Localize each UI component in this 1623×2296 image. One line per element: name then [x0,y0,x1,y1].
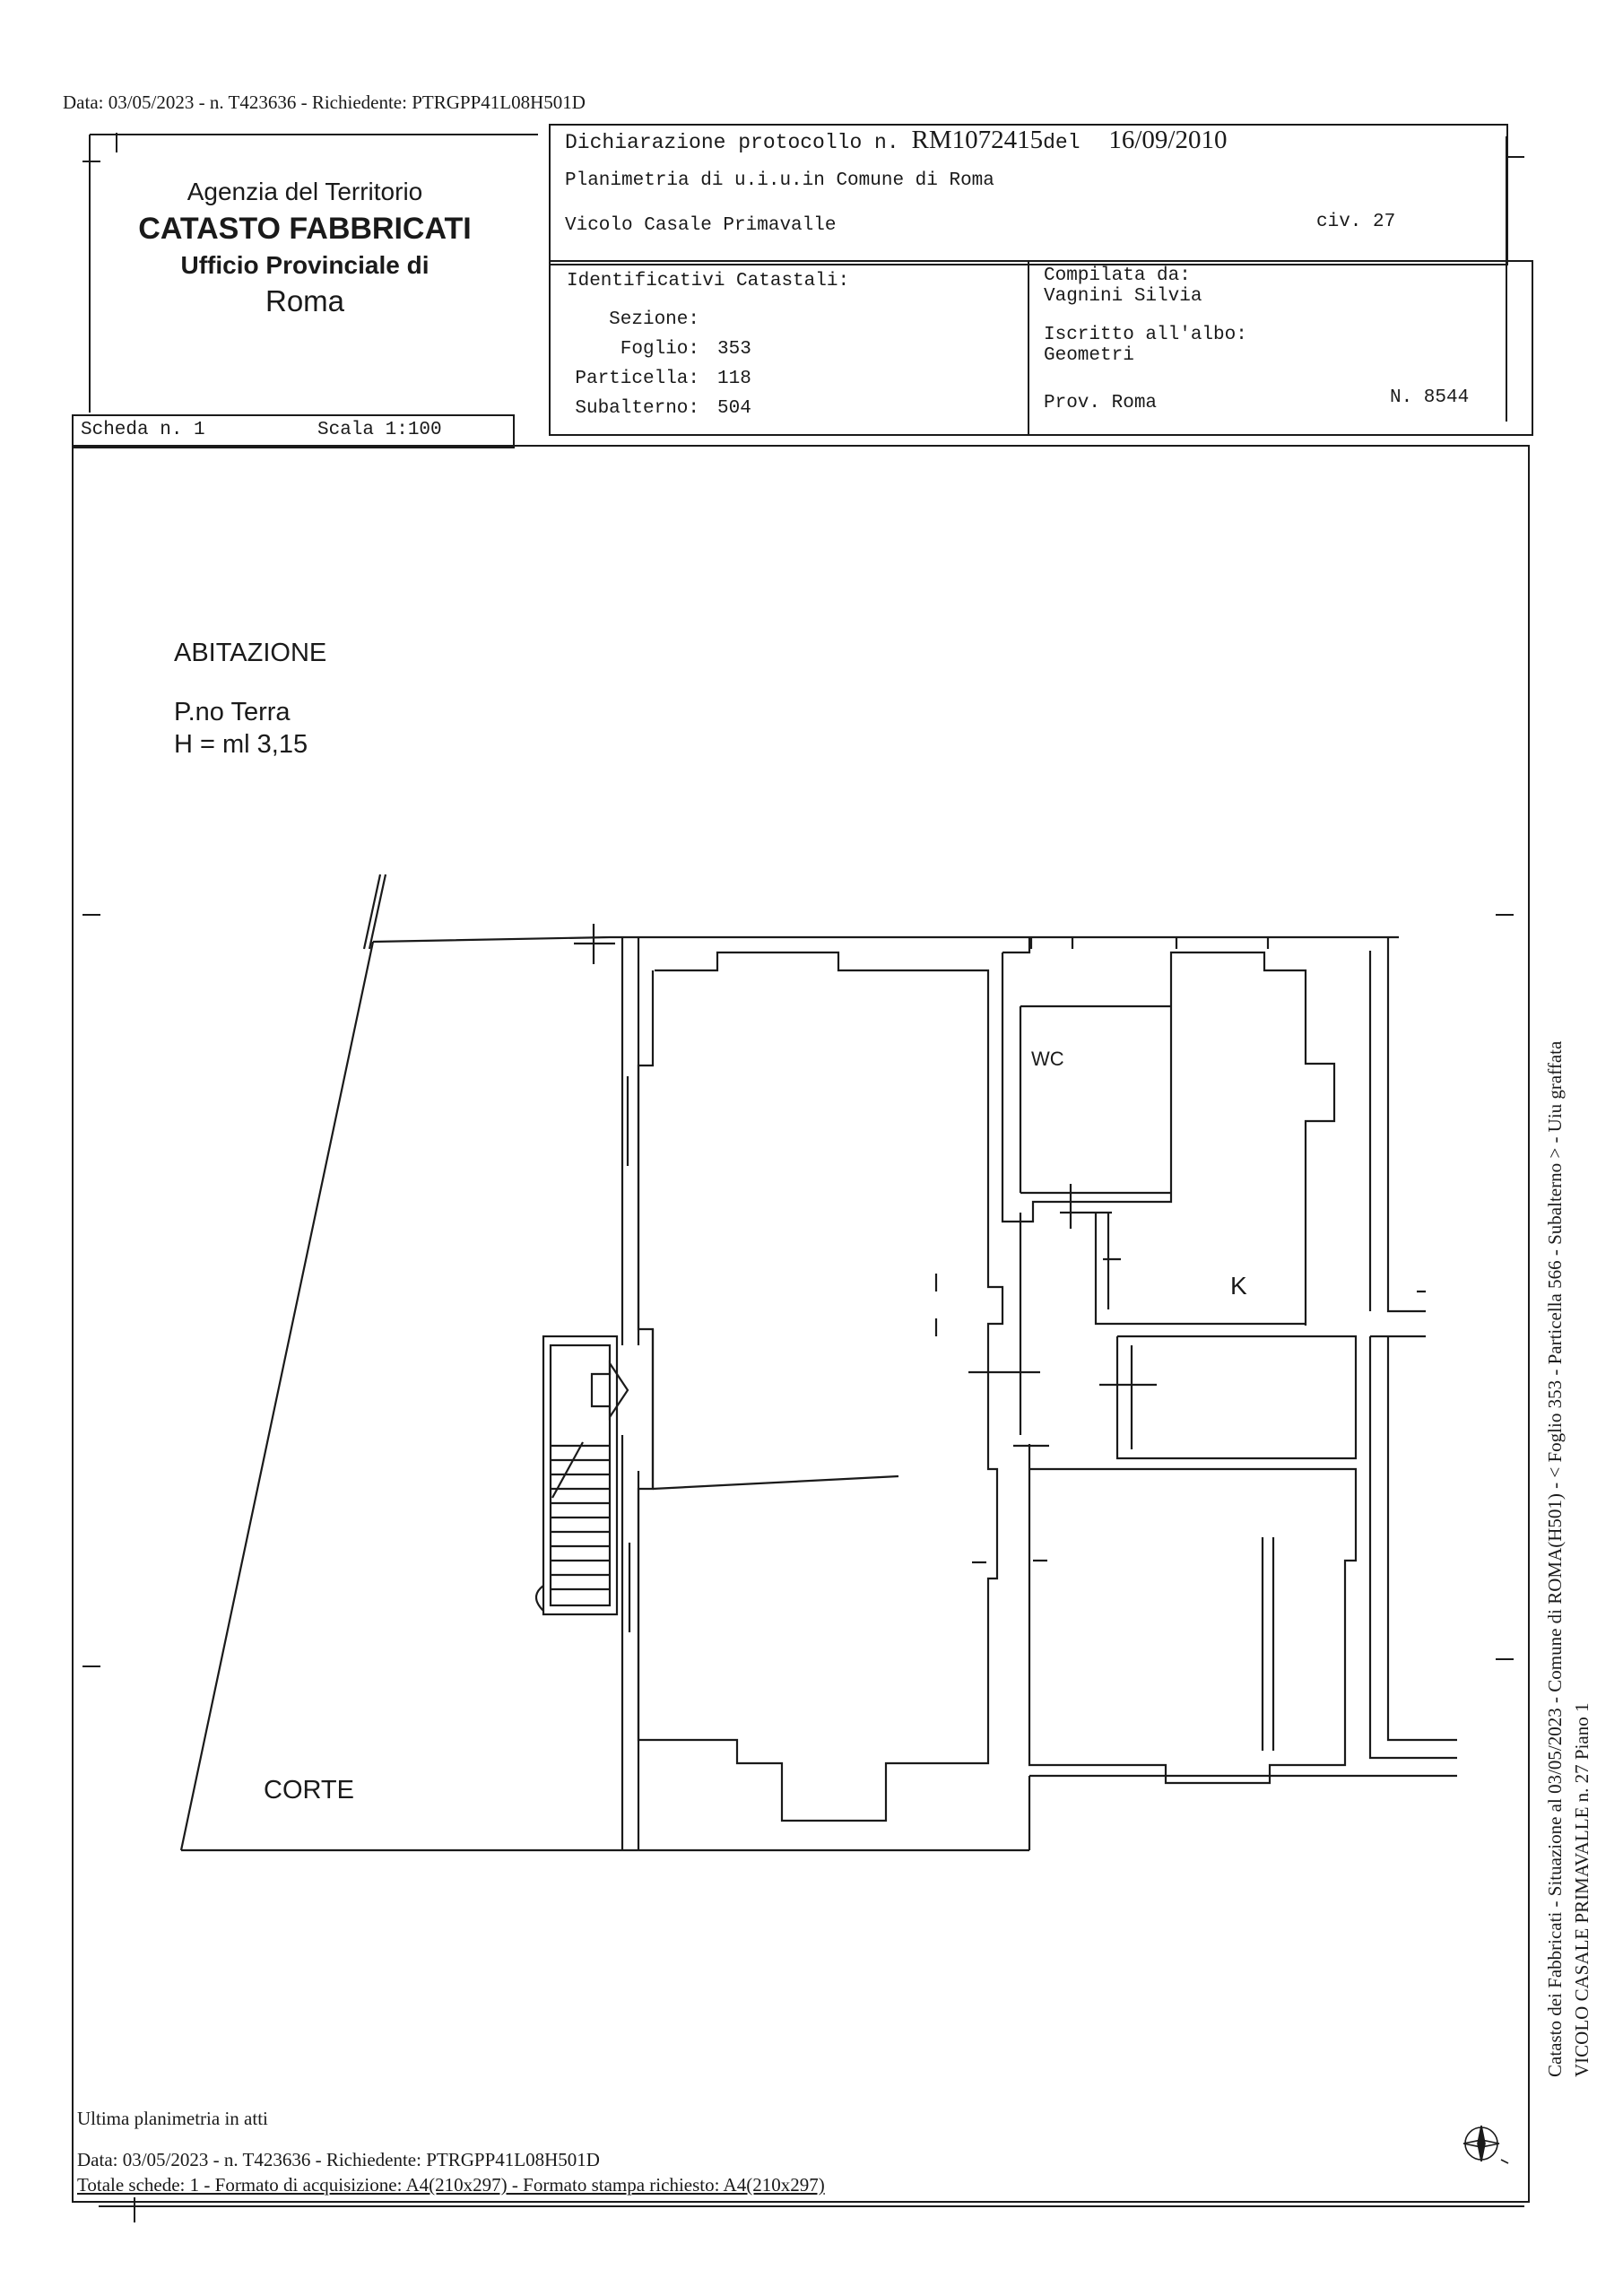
scheda-label: Scheda n. 1 [81,420,205,440]
room-label-wc: WC [1031,1048,1064,1070]
room-label-kitchen: K [1230,1272,1247,1300]
protocol-number: RM1072415 [911,126,1044,154]
side-note-line1: Catasto dei Fabbricati - Situazione al 03/05/2023 - Comune di ROMA(H501) - < Foglio 353 - Particella 566 - Subalterno > - Uiu graffata [1544,1040,1566,2077]
register-label: Iscritto all'albo: [1044,325,1247,345]
identifiers-title: Identificativi Catastali: [567,271,850,291]
office-city: Roma [265,284,345,317]
footer-request-line: Data: 03/05/2023 - n. T423636 - Richiedente: PTRGPP41L08H501D [77,2149,600,2170]
foglio-label: Foglio: [620,339,699,360]
floor-label: P.no Terra [174,698,291,726]
boundary-top [373,937,1399,942]
height-label: H = ml 3,15 [174,730,308,759]
compass-rose [1463,2126,1508,2163]
address-line: Vicolo Casale Primavalle [565,215,837,236]
particella-label: Particella: [575,369,699,389]
register-value: Geometri [1044,345,1134,366]
header-request-line: Data: 03/05/2023 - n. T423636 - Richiedente: PTRGPP41L08H501D [63,91,586,113]
office-label: Ufficio Provinciale di [180,251,430,279]
compiler-number: N. 8544 [1390,387,1470,408]
civic-number: civ. 27 [1316,212,1396,232]
courtyard-label: CORTE [264,1776,354,1805]
compiler-label: Compilata da: [1044,265,1191,286]
last-plan-note: Ultima planimetria in atti [77,2108,268,2129]
catasto-title: CATASTO FABBRICATI [138,212,472,246]
foglio-value: 353 [717,339,751,360]
footer-format-line: Totale schede: 1 - Formato di acquisizione: A4(210x297) - Formato stampa richiesto: A4(210x297) [77,2174,825,2196]
protocol-date-label: del [1043,131,1081,154]
sezione-label: Sezione: [609,309,699,330]
planimetry-line: Planimetria di u.i.u.in Comune di Roma [565,170,994,191]
side-note-line2: VICOLO CASALE PRIMAVALLE n. 27 Piano 1 [1571,1702,1593,2077]
compiler-name: Vagnini Silvia [1044,286,1202,307]
stair-steps [551,1446,610,1589]
agency-name: Agenzia del Territorio [187,178,423,205]
subalterno-value: 504 [717,398,751,419]
compiler-province: Prov. Roma [1044,393,1158,413]
protocol-label: Dichiarazione protocollo n. [565,131,899,154]
plan-title: ABITAZIONE [174,639,327,667]
scheda-scale: Scala 1:100 [317,420,442,440]
subalterno-label: Subalterno: [575,398,699,419]
protocol-date: 16/09/2010 [1108,126,1228,154]
particella-value: 118 [717,369,751,389]
boundary-diagonal [181,942,373,1850]
